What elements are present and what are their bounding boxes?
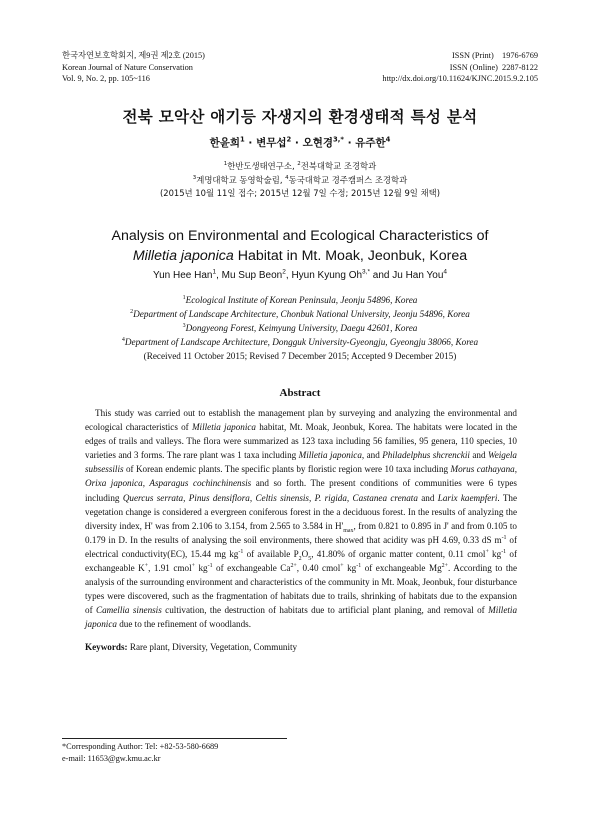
korean-author: 유주한 [355, 137, 386, 149]
korean-author-list [0, 135, 600, 150]
abstract-italic-term: Philadelphus shcrenckii [382, 450, 470, 461]
english-affiliations [0, 293, 600, 363]
author-sup: 4 [385, 135, 391, 144]
abstract-text: of exchangeable Ca [212, 563, 291, 574]
abstract-text: -1 [238, 548, 244, 555]
abstract-text: of exchangeable Mg [361, 563, 442, 574]
english-title-line1: Analysis on Environmental and Ecological Characteristics of [111, 228, 489, 244]
abstract-text: kg [343, 563, 357, 574]
footnote [62, 741, 218, 765]
abstract-text: O [301, 548, 309, 559]
doi-link[interactable]: http://dx.doi.org/10.11624/KJNC.2015.9.2.105 [382, 74, 538, 83]
english-title-line2: Milletia japonica Habitat in Mt. Moak, Jeonbuk, Korea [132, 248, 468, 264]
abstract-text: . According to the analysis of the surrounding environment and characteristics of the community in Mt. Moak, Jeonbuk, four disturbance types were discovered, such as the fragmentation of habitats due to trails, shrinking of habitats due to the expansion of [85, 563, 518, 616]
abstract-text: kg [194, 563, 208, 574]
abstract-text: 2 [298, 555, 302, 562]
abstract-text: -1 [501, 534, 507, 541]
abstract-text: + [191, 562, 195, 569]
issn-print: ISSN (Print) 1976-6769 [452, 51, 538, 60]
author-sup: 2 [286, 135, 292, 144]
abstract-italic-term: Larix kaempferi [437, 492, 498, 503]
author-separator: · [347, 137, 352, 149]
abstract-text: , 0.40 cmol [296, 563, 341, 574]
korean-author: 변무섭 [256, 137, 287, 149]
abstract-text: , 1.91 cmol [148, 563, 192, 574]
abstract-text: , and [361, 450, 383, 461]
abstract-text: of exchangeable K [85, 548, 517, 574]
abstract-text: 2+ [290, 562, 297, 569]
author-sup: 1 [240, 135, 245, 144]
korean-dates: (2015년 10월 11일 접수; 2015년 12월 7일 수정; 2015년 12월 9일 채택) [159, 188, 441, 198]
english-author-list: Yun Hee Han$^1$, Mu Sup Beon$^2$, Hyun Kyung $Oh^{3,*}$ and Ju Han You$^4$ [152, 268, 448, 281]
korean-affiliation-line: $^3$계명대학교 동영학술림, $^4$동국대학교 경주캠퍼스 조경학과 [192, 174, 408, 185]
english-dates: (Received 11 October 2015; Revised 7 December 2015; Accepted 9 December 2015) [143, 351, 457, 361]
keywords-text: Rare plant, Diversity, Vegetation, Community [127, 642, 298, 652]
journal-header-left [62, 50, 205, 85]
abstract-italic-term: Milletia japonica [85, 605, 518, 630]
korean-author: 오현경 [302, 137, 334, 149]
footnote-rule [62, 738, 287, 739]
abstract-text: -1 [356, 562, 362, 569]
volume-pages: Vol. 9, No. 2, pp. 105~116 [62, 74, 150, 83]
abstract-text: cultivation, the destruction of habitats due to artificial plant planing, and removal of [161, 605, 489, 616]
abstract-text: This study was carried out to establish the management plan by surveying and analyzing the environmental and ecological characteristics of [85, 408, 517, 433]
abstract-text: , 41.80% of organic matter content, 0.11 cmol [311, 548, 486, 559]
abstract-text: -1 [207, 562, 213, 569]
abstract-text: and so forth. The present conditions of communities were 6 types including [85, 478, 517, 503]
author-email[interactable]: e-mail: 11653@gw.kmu.ac.kr [62, 754, 161, 763]
abstract-text: habitat, Mt. Moak, Jeonbuk, Korea. The habitats were located in the edges of trails and valleys. The flora were summarized as 123 taxa including 56 families, 95 genera, 110 species, 10 varieties and 3 forms. The rare plant was 1 taxa including [85, 422, 517, 461]
english-author: Hyun Kyung Oh [291, 270, 363, 281]
abstract-text: + [144, 562, 149, 569]
abstract-text: . The vegetation change is considered a evergreen coniferous forest in the a deciduous forest. In the results of analyzing the diversity index, H' was from 2.106 to 3.154, from 2.565 to 3.584 in H' [85, 492, 518, 531]
korean-affiliation-line: $^1$한반도생태연구소, $^2$전북대학교 조경학과 [223, 161, 377, 171]
abstract-italic-term: Milletia japonica [191, 422, 256, 433]
abstract-text: of electrical conductivity(EC), 15.44 mg kg [85, 534, 518, 559]
abstract-text: -1 [501, 548, 507, 555]
author-separator: · [294, 137, 299, 149]
abstract-italic-term: Camellia sinensis [96, 605, 162, 616]
abstract-text: of Korean endemic plants. The specific plants by floristic region were 10 taxa including [123, 464, 451, 475]
english-author: Ju Han You [392, 270, 444, 281]
english-affiliation-line: $^1$Ecological Institute of Korean Peninsula, Jeonju 54896, Korea [182, 294, 418, 305]
abstract-italic-term: Milletia japonica [298, 450, 362, 461]
abstract-body [85, 406, 517, 632]
abstract-heading: Abstract [279, 387, 321, 399]
abstract-text: of available P [243, 548, 299, 559]
author-sup: 3,* [333, 135, 344, 144]
keywords-label: Keywords: [85, 642, 128, 652]
korean-affiliations [0, 160, 600, 201]
corresponding-author: *Corresponding Author: Tel: +82-53-580-6689 [62, 742, 219, 751]
abstract-text: + [340, 562, 344, 569]
species-name: Milletia japonica [132, 248, 234, 264]
abstract-text: and [417, 492, 438, 503]
abstract-text: max [343, 527, 354, 534]
journal-name-korean: 한국자연보호학회지, 제9권 제2호 (2015) [62, 51, 205, 60]
keywords [85, 642, 517, 652]
english-title [0, 226, 600, 266]
issn-online: ISSN (Online) 2287-8122 [449, 62, 538, 72]
abstract-text: and [469, 450, 488, 461]
korean-author: 한윤희 [209, 137, 241, 149]
abstract-text: + [485, 548, 489, 555]
english-author: Yun Hee Han [152, 270, 213, 281]
abstract-text: 2+ [441, 562, 448, 569]
english-affiliation-line: $^4$Department of Landscape Architecture, Dongguk University-Gyeongju, Gyeongju 38066, Korea [121, 336, 479, 347]
korean-title: 전북 모악산 애기등 자생지의 환경생태적 특성 분석 [122, 108, 478, 126]
journal-header-right [382, 50, 538, 85]
abstract-text: due to the refinement of woodlands. [116, 619, 251, 630]
english-affiliation-line: $^2$Department of Landscape Architecture, Chonbuk National University, Jeonju 54896, Korea [130, 308, 470, 319]
abstract-text: , from 0.821 to 0.895 in J' and from 0.105 to 0.179 in D. In the results of analysing the soil environments, there showed that acidity was pH 4.69, 0.33 dS m [85, 520, 517, 545]
english-affiliation-line: $^3$Dongyeong Forest, Keimyung University, Daegu 42601, Korea [182, 322, 418, 333]
journal-name-english: Korean Journal of Nature Conservation [62, 62, 193, 72]
english-author: Mu Sup Beon [221, 270, 283, 281]
author-separator: · [248, 137, 253, 149]
abstract-text: kg [488, 548, 502, 559]
abstract-italic-term: Weigela subsessilis [85, 450, 517, 475]
abstract-italic-term: Quercus serrata, Pinus densiflora, Celtis sinensis, P. rigida, Castanea crenata [122, 492, 418, 503]
abstract-text: 5 [308, 555, 312, 562]
abstract-italic-term: Morus cathayana, Orixa japonica, Asparagus cochinchinensis [85, 464, 517, 489]
